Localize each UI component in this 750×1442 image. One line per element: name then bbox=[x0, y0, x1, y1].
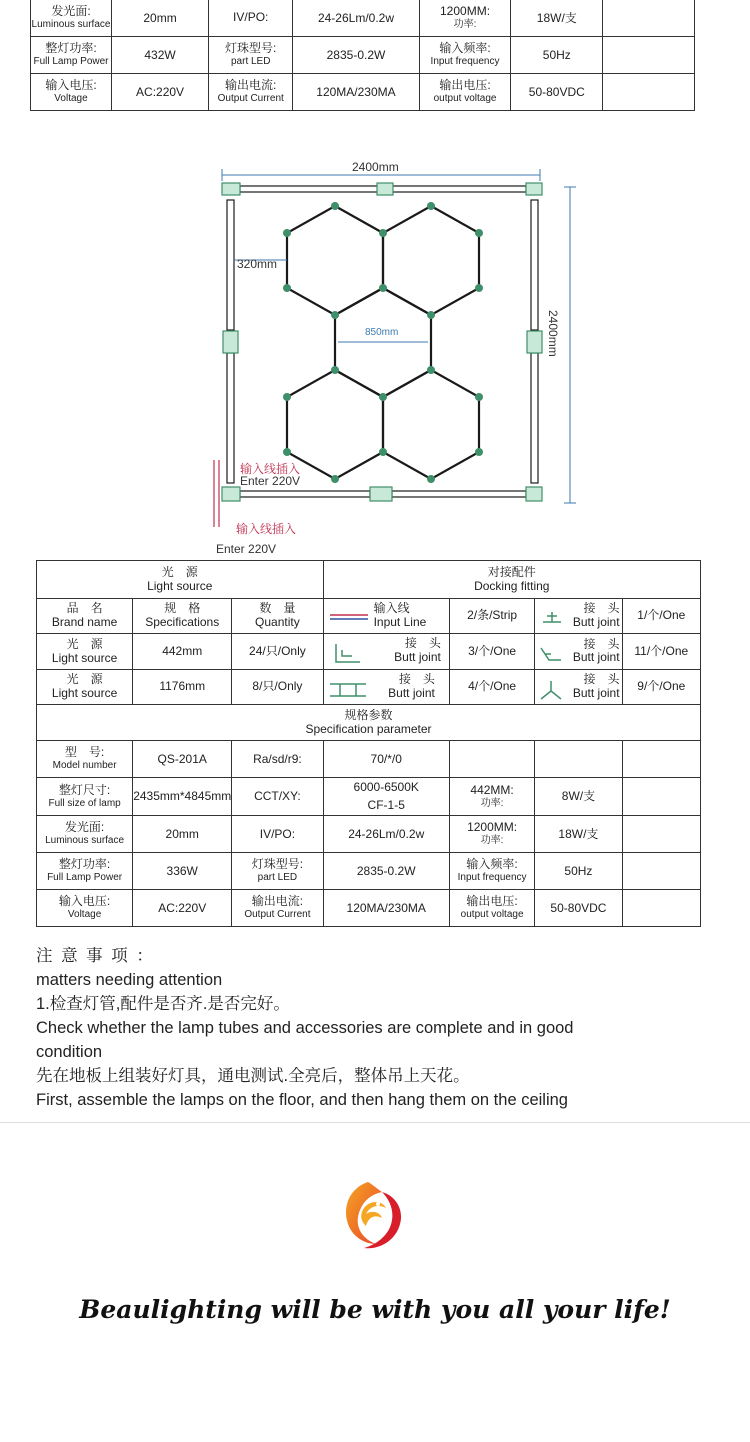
table-row bbox=[37, 889, 701, 926]
double-t-joint-icon bbox=[328, 679, 368, 701]
top-spec-table bbox=[30, 0, 695, 111]
docking-header: 对接配件 Docking fitting bbox=[323, 561, 700, 599]
table-row bbox=[37, 778, 701, 816]
input-label-en-2: Enter 220V bbox=[216, 542, 277, 556]
note-1-en-a: Check whether the lamp tubes and accessories are complete and in good bbox=[36, 1019, 574, 1037]
note-2-en: First, assemble the lamps on the floor, and then hang them on the ceiling bbox=[36, 1091, 568, 1109]
divider bbox=[0, 1122, 750, 1123]
input-line bbox=[214, 460, 219, 527]
notes-title-cn: 注 意 事 项 ： bbox=[36, 947, 155, 965]
fitting-butt-joint: 接 头 Butt joint bbox=[535, 599, 622, 634]
qty-value: 24/只/Only bbox=[232, 634, 323, 670]
table-cell: 432W bbox=[111, 37, 208, 74]
angle-joint-icon bbox=[539, 644, 563, 666]
table-cell: IV/PO: bbox=[209, 0, 293, 37]
spec-header: 规 格 Specifications bbox=[133, 599, 232, 634]
table-cell: 整灯尺寸: Full size of lamp bbox=[37, 778, 133, 816]
notes-title-en: matters needing attention bbox=[36, 971, 223, 989]
hexagon-layout-diagram bbox=[200, 155, 600, 560]
table-cell bbox=[622, 852, 700, 889]
spec-value: 442mm bbox=[133, 634, 232, 670]
fitting-input-line: 输入线 Input Line bbox=[323, 599, 449, 634]
table-cell: AC:220V bbox=[133, 889, 232, 926]
table-row bbox=[37, 815, 701, 852]
table-cell: 442MM: 功率: bbox=[449, 778, 534, 816]
table-cell: Ra/sd/r9: bbox=[232, 741, 323, 778]
qty-header: 数 量 Quantity bbox=[232, 599, 323, 634]
table-cell bbox=[449, 741, 534, 778]
table-cell: 8W/支 bbox=[535, 778, 622, 816]
table-cell bbox=[622, 778, 700, 816]
table-cell: QS-201A bbox=[133, 741, 232, 778]
table-cell: 发光面: Luminous surface bbox=[31, 0, 112, 37]
table-cell: 20mm bbox=[111, 0, 208, 37]
table-cell: 50Hz bbox=[511, 37, 603, 74]
brand-header: 品 名 Brand name bbox=[37, 599, 133, 634]
table-row bbox=[37, 741, 701, 778]
table-row bbox=[31, 37, 695, 74]
light-source-name: 光 源 Light source bbox=[37, 634, 133, 670]
table-cell: 2835-0.2W bbox=[323, 852, 449, 889]
table-cell: 输入频率: Input frequency bbox=[449, 852, 534, 889]
table-cell: 输出电流: Output Current bbox=[209, 74, 293, 111]
fitting-butt-joint: 接 头 Butt joint bbox=[323, 670, 449, 705]
spec-param-header: 规格参数 Specification parameter bbox=[37, 705, 701, 741]
fitting-qty: 11/个/One bbox=[622, 634, 700, 670]
fitting-qty: 1/个/One bbox=[622, 599, 700, 634]
table-cell: 灯珠型号: part LED bbox=[209, 37, 293, 74]
fitting-qty: 3/个/One bbox=[449, 634, 534, 670]
input-line-icon bbox=[330, 608, 370, 628]
table-cell: 70/*/0 bbox=[323, 741, 449, 778]
table-cell: 120MA/230MA bbox=[293, 74, 419, 111]
attention-notes bbox=[36, 944, 736, 1112]
table-cell bbox=[622, 741, 700, 778]
table-cell: 灯珠型号: part LED bbox=[232, 852, 323, 889]
table-cell: 输入电压: Voltage bbox=[37, 889, 133, 926]
t-joint-icon bbox=[541, 608, 563, 628]
table-cell: 6000-6500K CF-1-5 bbox=[323, 778, 449, 816]
note-1-en-b: condition bbox=[36, 1043, 103, 1061]
note-2-cn: 先在地板上组装好灯具，通电测试.全亮后，整体吊上天花。 bbox=[36, 1067, 470, 1085]
table-cell: 120MA/230MA bbox=[323, 889, 449, 926]
width-label: 2400mm bbox=[352, 160, 399, 174]
light-source-name: 光 源 Light source bbox=[37, 670, 133, 705]
input-label-cn: 输入线插入 bbox=[240, 462, 301, 476]
table-cell bbox=[603, 37, 695, 74]
table-cell: CCT/XY: bbox=[232, 778, 323, 816]
note-1-cn: 1.检查灯管,配件是否齐.是否完好。 bbox=[36, 995, 290, 1013]
table-cell: 20mm bbox=[133, 815, 232, 852]
fitting-qty: 2/条/Strip bbox=[449, 599, 534, 634]
table-cell: 整灯功率: Full Lamp Power bbox=[37, 852, 133, 889]
table-cell: 24-26Lm/0.2w bbox=[293, 0, 419, 37]
table-cell: 型 号: Model number bbox=[37, 741, 133, 778]
table-row bbox=[31, 0, 695, 37]
spec-value: 1176mm bbox=[133, 670, 232, 705]
qty-value: 8/只/Only bbox=[232, 670, 323, 705]
table-cell: 输出电流: Output Current bbox=[232, 889, 323, 926]
light-source-header: 光 源 Light source bbox=[37, 561, 324, 599]
phoenix-logo-icon bbox=[338, 1178, 410, 1254]
input-label-en: Enter 220V bbox=[240, 474, 301, 488]
table-row bbox=[37, 852, 701, 889]
table-cell: 2435mm*4845mm bbox=[133, 778, 232, 816]
table-cell: 输入电压: Voltage bbox=[31, 74, 112, 111]
slogan: Beaulighting will be with you all your life! bbox=[79, 1295, 671, 1324]
input-label-cn-2: 输入线插入 bbox=[236, 522, 297, 536]
height-label: 2400mm bbox=[546, 310, 560, 357]
table-cell: 50-80VDC bbox=[511, 74, 603, 111]
fitting-qty: 4/个/One bbox=[449, 670, 534, 705]
corner-joint-icon bbox=[332, 642, 362, 666]
table-row bbox=[31, 74, 695, 111]
table-cell bbox=[622, 889, 700, 926]
table-cell: 输出电压: output voltage bbox=[419, 74, 511, 111]
table-cell: 发光面: Luminous surface bbox=[37, 815, 133, 852]
table-cell: 18W/支 bbox=[535, 815, 622, 852]
table-cell: 2835-0.2W bbox=[293, 37, 419, 74]
hex-label: 850mm bbox=[365, 327, 399, 338]
table-cell: 50Hz bbox=[535, 852, 622, 889]
table-cell bbox=[603, 0, 695, 37]
table-cell bbox=[622, 815, 700, 852]
table-cell: 50-80VDC bbox=[535, 889, 622, 926]
table-cell: 1200MM: 功率: bbox=[419, 0, 511, 37]
table-cell: 输入频率: Input frequency bbox=[419, 37, 511, 74]
table-cell: 18W/支 bbox=[511, 0, 603, 37]
main-spec-table bbox=[36, 560, 701, 927]
height-dimension bbox=[564, 187, 576, 503]
table-cell: AC:220V bbox=[111, 74, 208, 111]
table-cell: 336W bbox=[133, 852, 232, 889]
gap-label: 320mm bbox=[237, 257, 278, 271]
fitting-butt-joint: 接 头 Butt joint bbox=[535, 670, 622, 705]
table-cell bbox=[603, 74, 695, 111]
table-cell: 输出电压: output voltage bbox=[449, 889, 534, 926]
table-cell: 整灯功率: Full Lamp Power bbox=[31, 37, 112, 74]
table-cell: IV/PO: bbox=[232, 815, 323, 852]
table-cell: 24-26Lm/0.2w bbox=[323, 815, 449, 852]
table-cell bbox=[535, 741, 622, 778]
fitting-qty: 9/个/One bbox=[622, 670, 700, 705]
y-joint-icon bbox=[539, 679, 563, 701]
table-cell: 1200MM: 功率: bbox=[449, 815, 534, 852]
fitting-butt-joint: 接 头 Butt joint bbox=[535, 634, 622, 670]
fitting-butt-joint: 接 头 Butt joint bbox=[323, 634, 449, 670]
